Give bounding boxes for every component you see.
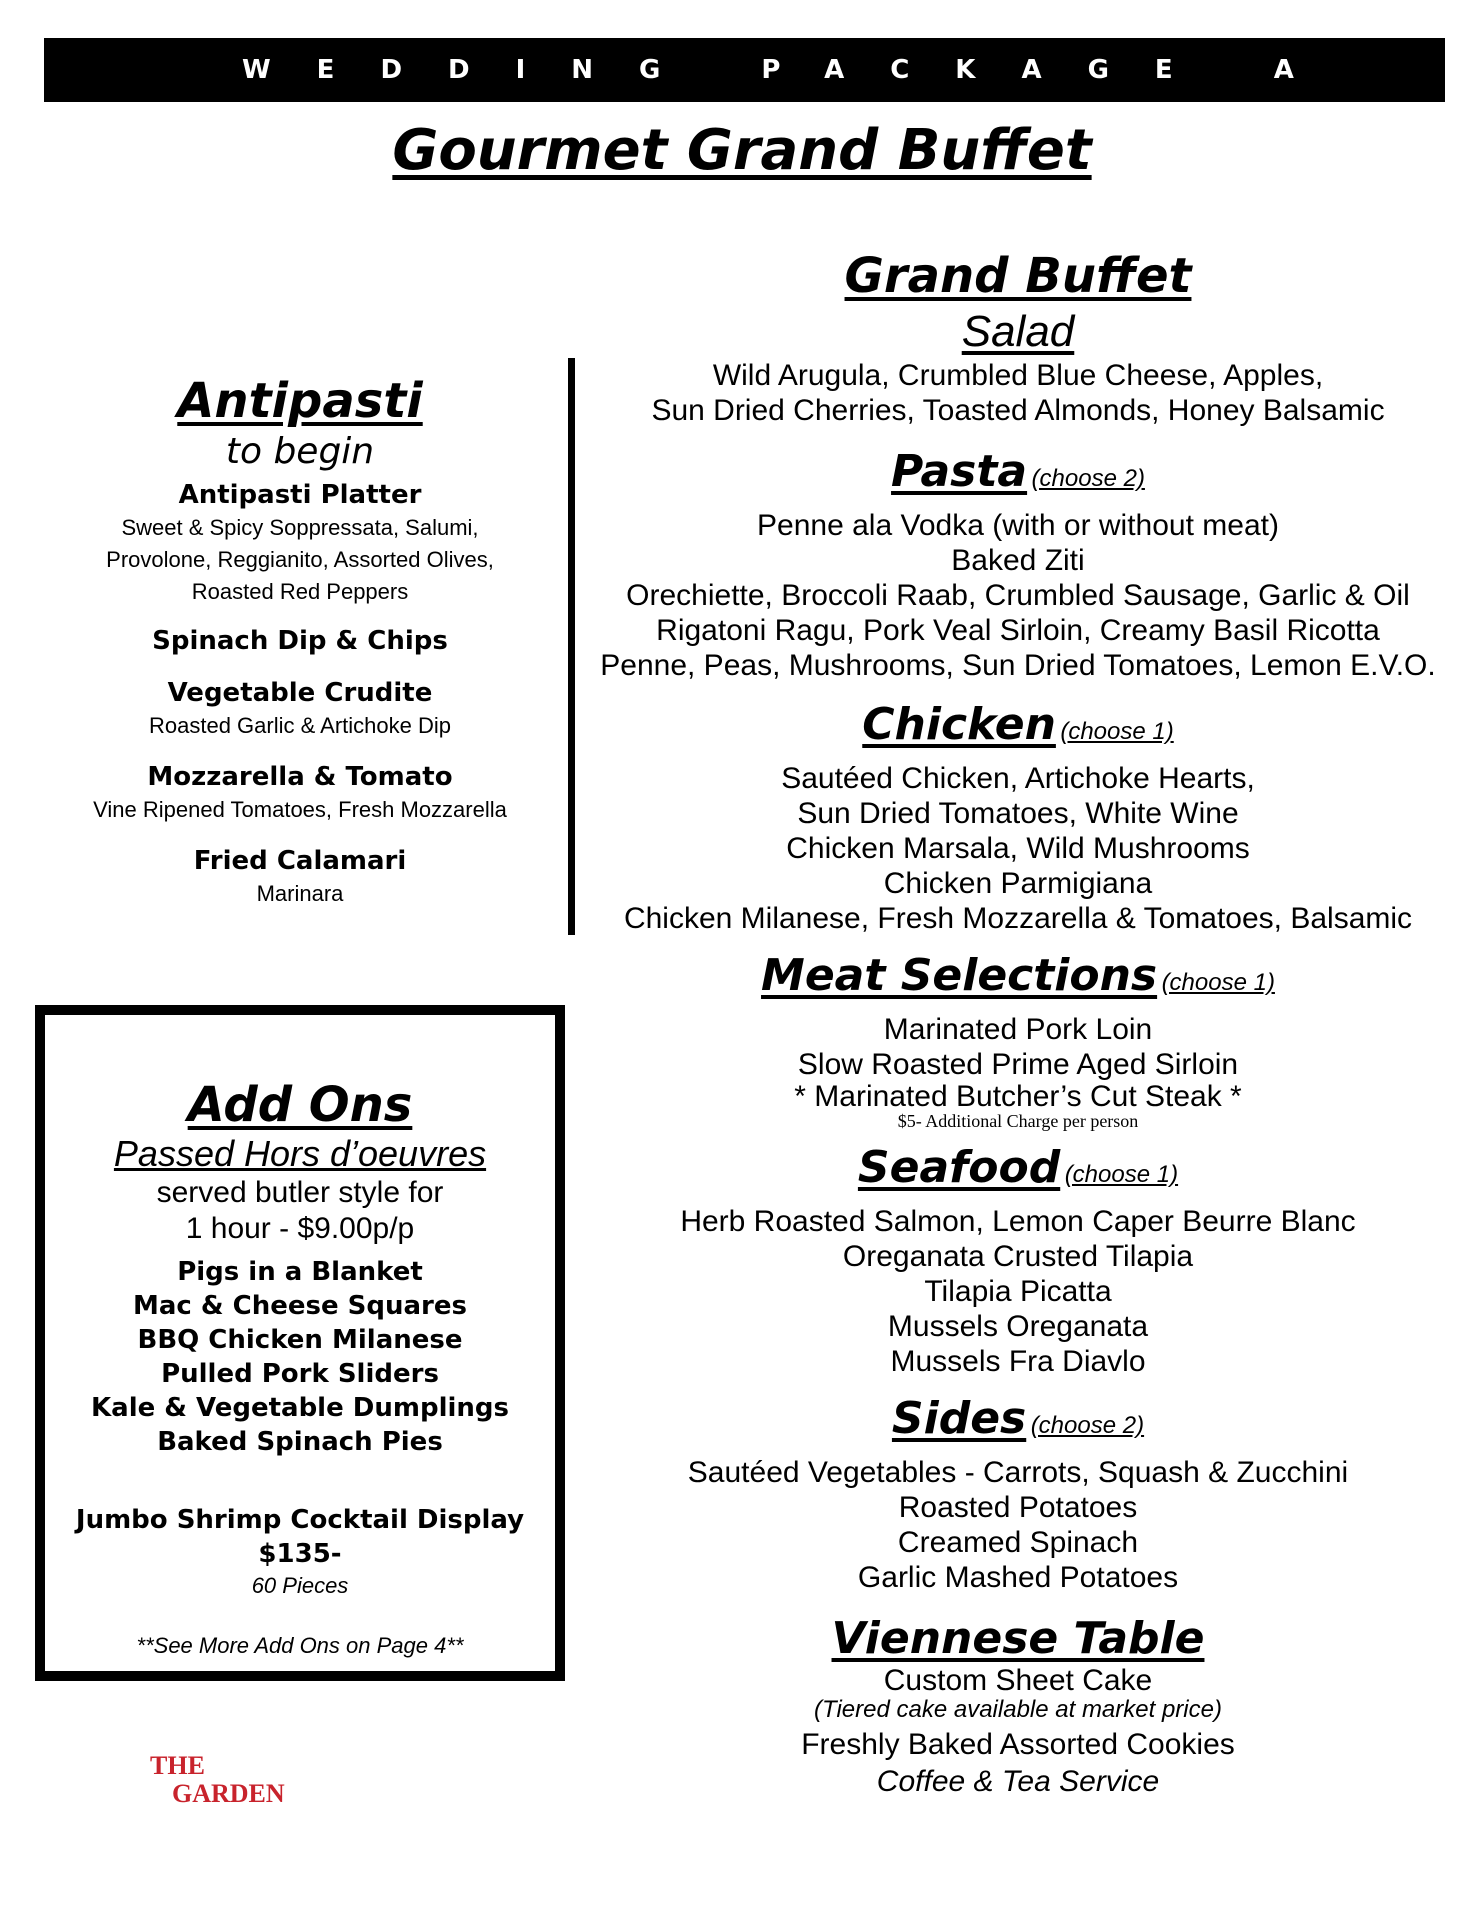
cake-note: (Tiered cake available at market price)	[814, 1696, 1222, 1723]
package-banner: WEDDING PACKAGE A	[44, 38, 1445, 102]
item-desc: Roasted Garlic & Artichoke Dip	[148, 713, 452, 738]
menu-line: Mussels Fra Diavlo	[890, 1345, 1146, 1378]
addon-item: Pigs in a Blanket	[177, 1257, 423, 1287]
antipasti-subheading: to begin	[225, 431, 375, 472]
item-name: Vegetable Crudite	[167, 678, 433, 708]
antipasti-item	[50, 844, 550, 910]
column-divider	[568, 358, 575, 935]
choose-note: (choose 2)	[1031, 465, 1145, 492]
logo-line: THE	[150, 1751, 205, 1780]
menu-line: Sun Dried Tomatoes, White Wine	[797, 797, 1239, 830]
menu-line: Tilapia Picatta	[924, 1275, 1112, 1308]
menu-line: Penne, Peas, Mushrooms, Sun Dried Tomatoes, Lemon E.V.O.	[600, 649, 1436, 682]
item-name: Antipasti Platter	[178, 480, 422, 510]
meat-heading: Meat Selections	[761, 950, 1158, 1001]
surcharge-note: $5- Additional Charge per person	[897, 1111, 1139, 1131]
grand-buffet-section	[600, 246, 1436, 1799]
antipasti-section	[50, 370, 550, 910]
menu-line: Baked Ziti	[951, 544, 1085, 577]
item-desc: Roasted Red Peppers	[191, 579, 409, 604]
chicken-heading: Chicken	[862, 699, 1056, 750]
salad-section	[600, 306, 1436, 428]
menu-line: * Marinated Butcher’s Cut Steak *	[794, 1080, 1242, 1113]
menu-line: Custom Sheet Cake	[883, 1664, 1153, 1697]
sides-heading: Sides	[891, 1393, 1027, 1444]
menu-line: Oreganata Crusted Tilapia	[842, 1240, 1194, 1273]
shrimp-name: Jumbo Shrimp Cocktail Display	[75, 1505, 525, 1535]
addon-item: Mac & Cheese Squares	[133, 1291, 467, 1321]
item-name: Mozzarella & Tomato	[147, 762, 453, 792]
chicken-section	[600, 699, 1436, 936]
menu-line: Sautéed Vegetables - Carrots, Squash & Zucchini	[687, 1456, 1349, 1489]
menu-line: Herb Roasted Salmon, Lemon Caper Beurre Blanc	[680, 1205, 1356, 1238]
pasta-section	[600, 446, 1436, 683]
addon-item: Pulled Pork Sliders	[161, 1359, 439, 1389]
antipasti-item	[50, 478, 550, 608]
antipasti-item	[50, 760, 550, 826]
menu-line: Orechiette, Broccoli Raab, Crumbled Sausage, Garlic & Oil	[626, 579, 1410, 612]
item-desc: Vine Ripened Tomatoes, Fresh Mozzarella	[93, 797, 507, 822]
addons-price: 1 hour - $9.00p/p	[185, 1212, 415, 1245]
menu-line: Mussels Oreganata	[887, 1310, 1149, 1343]
antipasti-item	[50, 676, 550, 742]
menu-line: Coffee & Tea Service	[876, 1765, 1160, 1798]
shrimp-pieces: 60 Pieces	[251, 1573, 349, 1598]
viennese-heading: Viennese Table	[831, 1613, 1205, 1664]
addon-item: BBQ Chicken Milanese	[137, 1325, 463, 1355]
item-name: Spinach Dip & Chips	[152, 626, 448, 656]
addon-item: Kale & Vegetable Dumplings	[91, 1393, 509, 1423]
addons-service: served butler style for	[156, 1176, 444, 1209]
menu-line: Chicken Parmigiana	[883, 867, 1153, 900]
choose-note: (choose 1)	[1161, 969, 1275, 996]
addons-note: **See More Add Ons on Page 4**	[136, 1633, 464, 1658]
grand-buffet-heading: Grand Buffet	[844, 248, 1192, 304]
menu-line: Garlic Mashed Potatoes	[857, 1561, 1179, 1594]
menu-line: Marinated Pork Loin	[883, 1013, 1153, 1046]
menu-line: Sun Dried Cherries, Toasted Almonds, Honey Balsamic	[651, 394, 1385, 427]
meat-section	[600, 950, 1436, 1130]
choose-note: (choose 1)	[1064, 1161, 1179, 1188]
antipasti-item	[50, 624, 550, 658]
menu-line: Rigatoni Ragu, Pork Veal Sirloin, Creamy Basil Ricotta	[656, 614, 1380, 647]
garden-logo	[150, 1752, 285, 1808]
item-desc: Sweet & Spicy Soppressata, Salumi,	[121, 515, 479, 540]
seafood-section	[600, 1142, 1436, 1379]
seafood-heading: Seafood	[857, 1142, 1061, 1193]
page-title: Gourmet Grand Buffet	[392, 118, 1092, 183]
addons-box	[35, 1005, 565, 1681]
antipasti-heading: Antipasti	[177, 373, 423, 429]
menu-line: Penne ala Vodka (with or without meat)	[757, 509, 1279, 542]
choose-note: (choose 2)	[1030, 1412, 1145, 1439]
pasta-heading: Pasta	[891, 446, 1028, 497]
salad-heading: Salad	[961, 307, 1075, 356]
menu-line: Creamed Spinach	[897, 1526, 1139, 1559]
menu-line: Wild Arugula, Crumbled Blue Cheese, Apples,	[712, 359, 1324, 392]
menu-line: Freshly Baked Assorted Cookies	[801, 1728, 1235, 1761]
addons-heading: Add Ons	[187, 1077, 413, 1133]
menu-line: Chicken Milanese, Fresh Mozzarella & Tomatoes, Balsamic	[623, 902, 1413, 935]
logo-line: GARDEN	[172, 1779, 285, 1808]
menu-line: Chicken Marsala, Wild Mushrooms	[786, 832, 1250, 865]
item-name: Fried Calamari	[193, 846, 407, 876]
menu-line: Roasted Potatoes	[898, 1491, 1138, 1524]
sides-section	[600, 1393, 1436, 1595]
menu-line: Slow Roasted Prime Aged Sirloin	[797, 1048, 1239, 1081]
item-desc: Provolone, Reggianito, Assorted Olives,	[106, 547, 494, 572]
addons-subheading: Passed Hors d’oeuvres	[113, 1133, 487, 1174]
shrimp-price: $135-	[258, 1539, 342, 1569]
addon-item: Baked Spinach Pies	[157, 1427, 443, 1457]
viennese-section	[600, 1613, 1436, 1799]
menu-line: Sautéed Chicken, Artichoke Hearts,	[781, 762, 1255, 795]
item-desc: Marinara	[256, 881, 344, 906]
choose-note: (choose 1)	[1060, 718, 1174, 745]
